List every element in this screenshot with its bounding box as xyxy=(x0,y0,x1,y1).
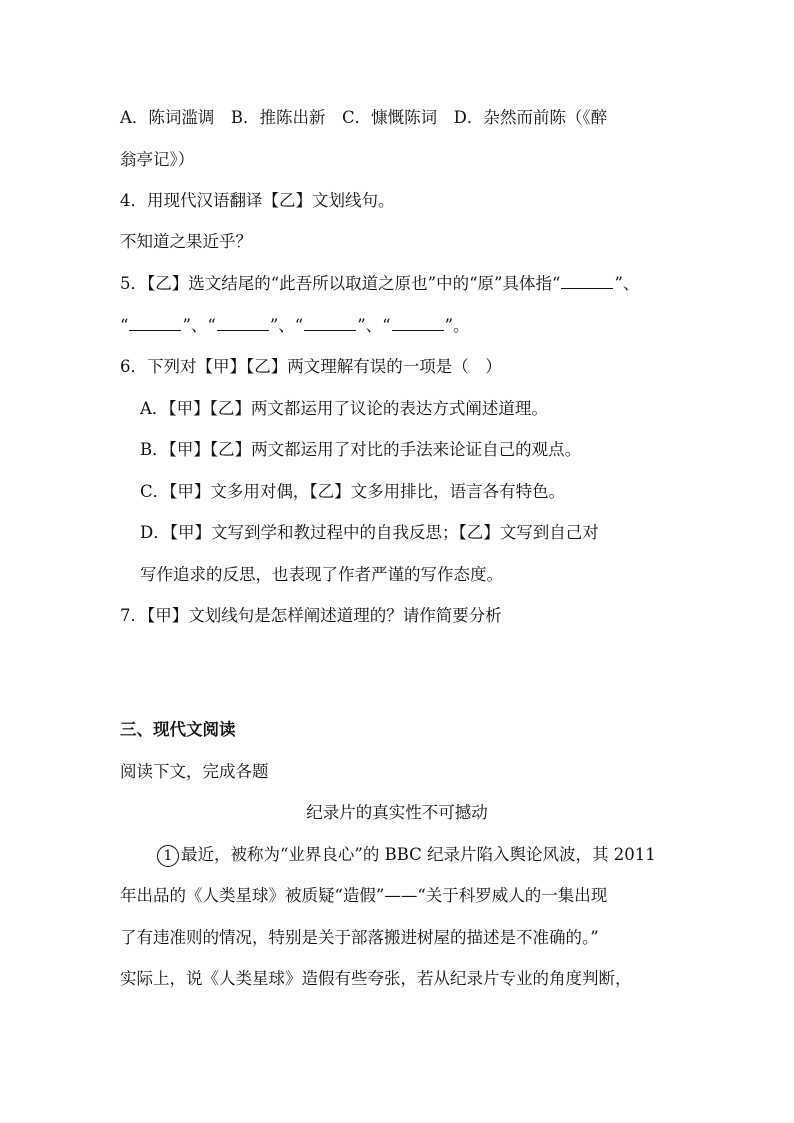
q5-quote: ”、“ xyxy=(182,316,216,335)
q6-option-c: C．【甲】文多用对偶，【乙】文多用排比，语言各有特色。 xyxy=(140,482,566,501)
para1-line3: 了有违准则的情况，特别是关于部落搬进树屋的描述是不准确的。” xyxy=(120,928,599,947)
q6-prompt: 6．下列对【甲】【乙】两文理解有误的一项是（ ） xyxy=(120,357,502,376)
q3-options-line1: A．陈词滥调 B．推陈出新 C．慷慨陈词 D．杂然而前陈（《醉 xyxy=(120,108,608,127)
q5-line1 xyxy=(120,272,639,296)
answer-blank xyxy=(392,316,444,331)
q6-option-d-line1: D．【甲】文写到学和教过程中的自我反思；【乙】文写到自己对 xyxy=(140,523,599,542)
q5-quote: ”、“ xyxy=(357,316,391,335)
q5-quote: “ xyxy=(120,316,129,335)
q3-options-line2: 翁亭记》） xyxy=(120,150,195,169)
para1-line2: 年出品的《人类星球》被质疑“造假”——“关于科罗威人的一集出现 xyxy=(120,886,608,905)
para1-text: 最近，被称为“业界良心”的 BBC 纪录片陷入舆论风波，其 2011 xyxy=(181,845,656,864)
answer-blank xyxy=(561,274,613,289)
article-title: 纪录片的真实性不可撼动 xyxy=(306,803,488,822)
para1-line4: 实际上，说《人类星球》造假有些夸张，若从纪录片专业的角度判断， xyxy=(120,969,632,988)
q7-prompt: 7．【甲】文划线句是怎样阐述道理的？请作简要分析 xyxy=(120,606,502,625)
q5-line1-end: ”、 xyxy=(614,274,640,293)
paragraph-number-badge: 1 xyxy=(157,845,179,867)
section3-instruction: 阅读下文，完成各题 xyxy=(120,762,269,781)
q6-option-d-line2: 写作追求的反思，也表现了作者严谨的写作态度。 xyxy=(140,565,503,584)
para1-line1 xyxy=(157,843,656,867)
answer-blank xyxy=(129,316,181,331)
q4-prompt: 4．用现代汉语翻译【乙】文划线句。 xyxy=(120,191,395,210)
q5-quote: ”、“ xyxy=(269,316,304,335)
answer-blank xyxy=(217,316,269,331)
answer-blank xyxy=(304,316,356,331)
q5-quote: ”。 xyxy=(444,316,470,335)
q6-option-a: A．【甲】【乙】两文都运用了议论的表达方式阐述道理。 xyxy=(140,399,548,418)
q5-prompt: 5．【乙】选文结尾的“此吾所以取道之原也”中的“原”具体指“ xyxy=(120,274,561,293)
q6-option-b: B．【甲】【乙】两文都运用了对比的手法来论证自己的观点。 xyxy=(140,440,582,459)
q5-line2 xyxy=(120,314,470,338)
section3-title: 三、现代文阅读 xyxy=(120,720,236,739)
q4-sentence: 不知道之果近乎？ xyxy=(120,232,252,251)
